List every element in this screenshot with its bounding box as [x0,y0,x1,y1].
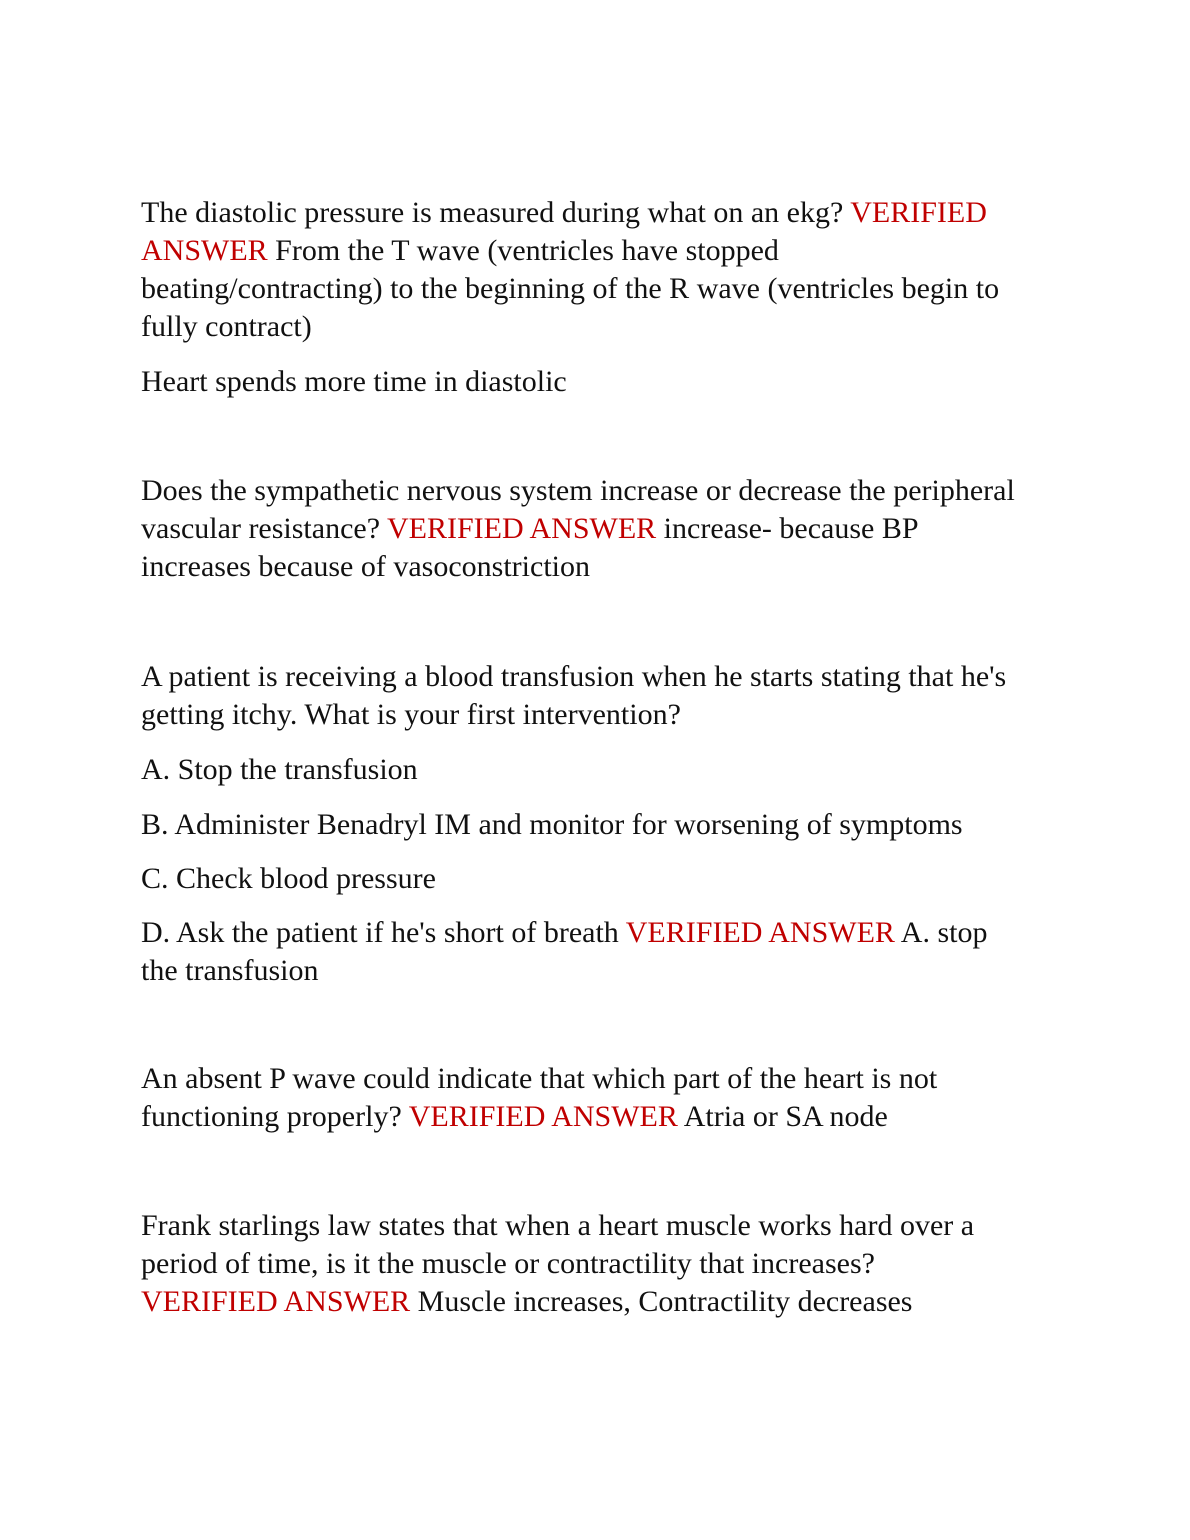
answer-text: Muscle increases, Contractility decreases [410,1285,913,1318]
verified-label: ANSWER [141,234,268,267]
question-text: functioning properly? [141,1100,409,1133]
option-c: C. Check blood pressure [141,862,436,895]
question-line: period of time, is it the muscle or contractility that increases? [141,1247,875,1280]
question-text: vascular resistance? [141,512,387,545]
answer-text: Atria or SA node [677,1100,888,1133]
answer-text: From the T wave (ventricles have stopped [267,234,779,267]
question-line: getting itchy. What is your first intervention? [141,698,681,731]
answer-line: the transfusion [141,954,319,987]
answer-line: fully contract) [141,310,312,343]
question-text: The diastolic pressure is measured during what on an ekg? [141,196,851,229]
answer-note: Heart spends more time in diastolic [141,365,567,398]
verified-label: VERIFIED ANSWER [408,1100,678,1133]
question-line [141,232,779,270]
question-line [141,510,919,548]
question-line: A patient is receiving a blood transfusion when he starts stating that he's [141,660,1007,693]
option-b: B. Administer Benadryl IM and monitor for worsening of symptoms [141,808,963,841]
verified-label: VERIFIED ANSWER [625,916,895,949]
question-line [141,194,987,232]
answer-text: A. stop [894,916,988,949]
verified-label: VERIFIED ANSWER [141,1285,411,1318]
verified-label: VERIFIED ANSWER [387,512,657,545]
question-line: Frank starlings law states that when a heart muscle works hard over a [141,1209,975,1242]
verified-label: VERIFIED [850,196,987,229]
option-d-text: D. Ask the patient if he's short of breath [141,916,626,949]
option-d [141,914,987,952]
answer-line: beating/contracting) to the beginning of the R wave (ventricles begin to [141,272,1000,305]
question-line: An absent P wave could indicate that which part of the heart is not [141,1062,938,1095]
answer-line [141,1283,912,1321]
question-line: Does the sympathetic nervous system increase or decrease the peripheral [141,474,1015,507]
question-line [141,1098,888,1136]
answer-text: increase- because BP [656,512,919,545]
answer-line: increases because of vasoconstriction [141,550,590,583]
option-a: A. Stop the transfusion [141,753,418,786]
